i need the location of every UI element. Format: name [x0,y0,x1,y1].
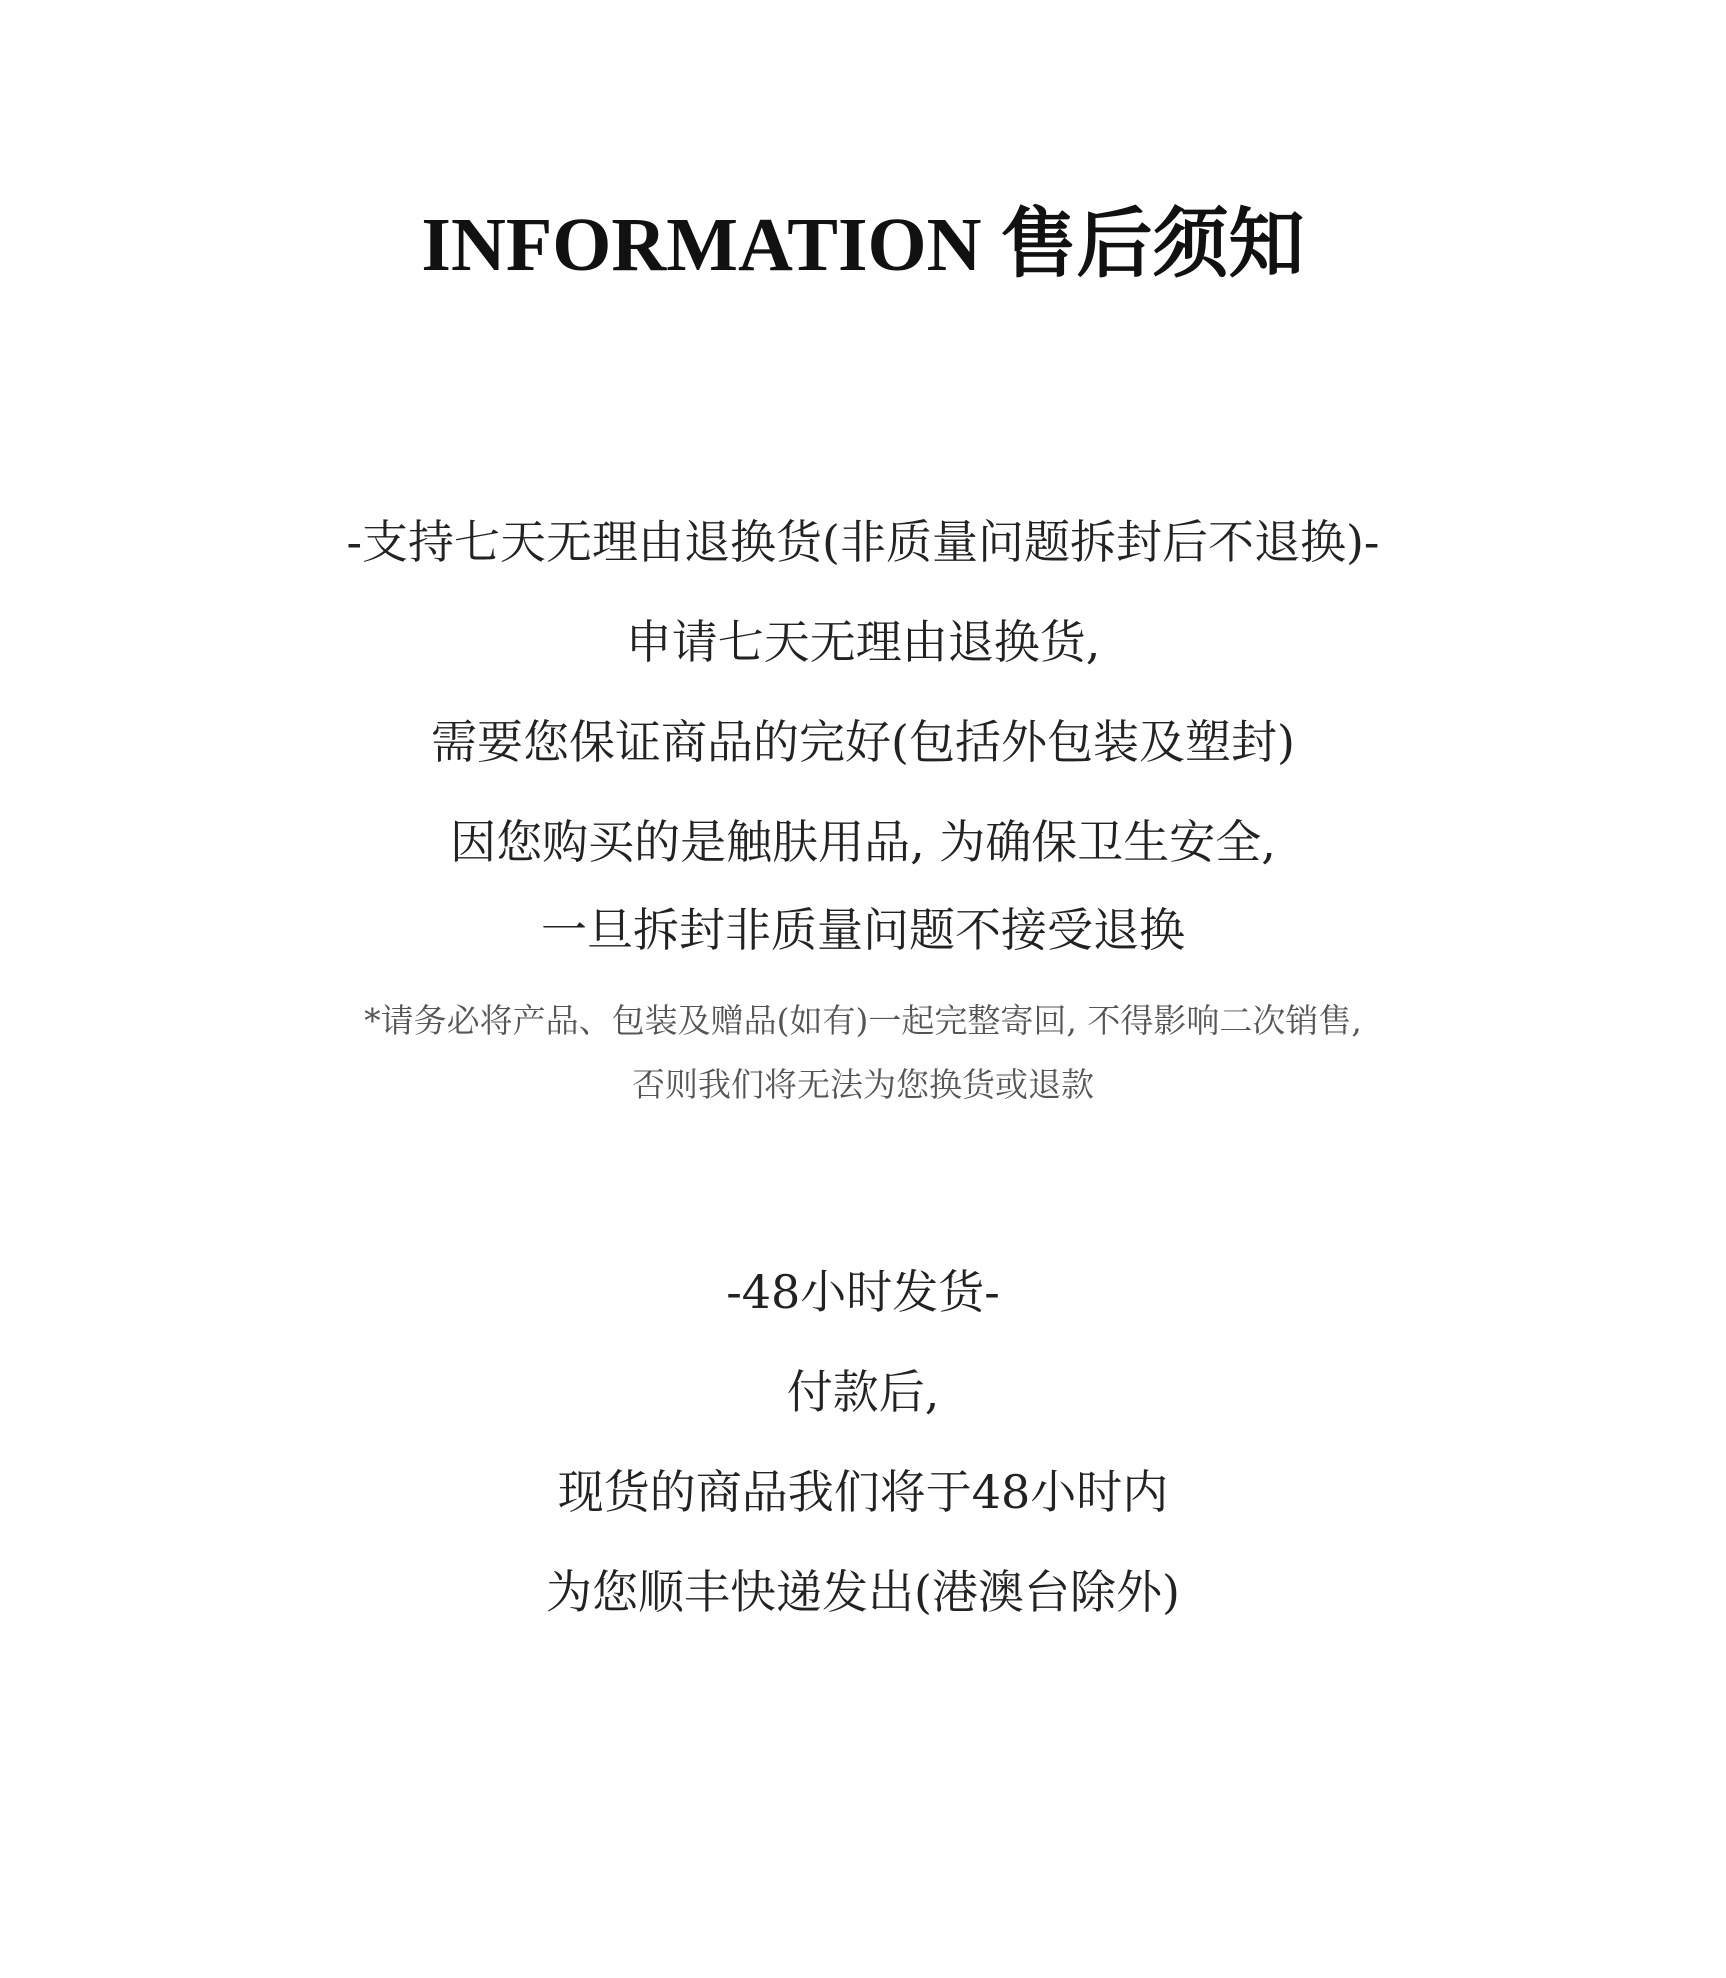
returns-note: 否则我们将无法为您换货或退款 [632,1065,1094,1104]
page-title: INFORMATION 售后须知 [421,203,1305,287]
returns-line: 因您购买的是触肤用品, 为确保卫生安全, [450,815,1276,869]
returns-line: 申请七天无理由退换货, [625,615,1101,669]
shipping-heading: -48小时发货- [726,1265,1000,1319]
returns-line: 需要您保证商品的完好(包括外包装及塑封) [431,715,1295,769]
shipping-line: 为您顺丰快递发出(港澳台除外) [546,1565,1180,1619]
shipping-line: 付款后, [786,1365,940,1419]
returns-note: *请务必将产品、包装及赠品(如有)一起完整寄回, 不得影响二次销售, [364,1001,1362,1040]
returns-heading: -支持七天无理由退换货(非质量问题拆封后不退换)- [346,515,1380,569]
returns-line: 一旦拆封非质量问题不接受退换 [541,903,1185,957]
shipping-line: 现货的商品我们将于48小时内 [557,1465,1169,1519]
